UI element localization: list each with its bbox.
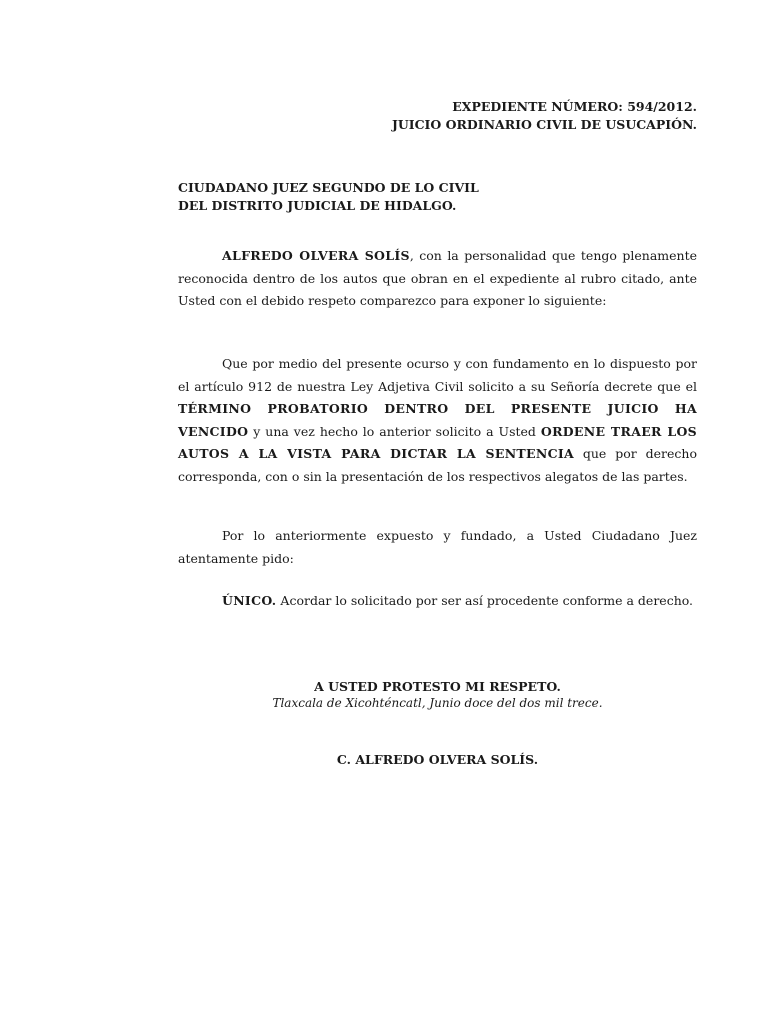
petition-text: Acordar lo solicitado por ser así procedente conforme a derecho. [276, 593, 694, 608]
petition-label: ÚNICO. [222, 593, 277, 608]
addressee-line-2: DEL DISTRITO JUDICIAL DE HIDALGO. [178, 198, 457, 213]
case-number: EXPEDIENTE NÚMERO: 594/2012. [452, 99, 697, 114]
request-text-c: que por derecho corresponda, con o sin la presentación de los respectivos alegatos de las partes. [178, 446, 697, 484]
paragraph-conclusion [178, 525, 697, 570]
paragraph-introduction [178, 245, 697, 313]
signature-name: C. ALFREDO OLVERA SOLÍS. [336, 752, 539, 767]
introduction-text: , con la personalidad que tengo plenamente reconocida dentro de los autos que obran en el expediente al rubro citado, ante Usted con el debido respeto comparezco para exponer lo siguiente: [178, 248, 698, 309]
request-text-a: Que por medio del presente ocurso y con fundamento en lo dispuesto por el artículo 912 de nuestra Ley Adjetiva Civil solicito a su Señoría decrete que el [178, 356, 697, 394]
petitioner-name: ALFREDO OLVERA SOLÍS [222, 248, 410, 263]
closing-protest: A USTED PROTESTO MI RESPETO. [314, 679, 561, 694]
request-bold-a: TÉRMINO PROBATORIO DENTRO DEL PRESENTE JUICIO HA VENCIDO [178, 401, 697, 439]
case-type: JUICIO ORDINARIO CIVIL DE USUCAPIÓN. [391, 117, 697, 132]
paragraph-request [178, 353, 697, 489]
addressee [178, 179, 697, 215]
conclusion-text: Por lo anteriormente expuesto y fundado, a Usted Ciudadano Juez atentamente pido: [178, 528, 697, 566]
place-and-date: Tlaxcala de Xicohténcatl, Junio doce del dos mil trece. [272, 696, 603, 710]
case-header [178, 98, 697, 134]
paragraph-petition [178, 590, 697, 613]
addressee-line-1: CIUDADANO JUEZ SEGUNDO DE LO CIVIL [178, 180, 479, 195]
request-text-b: y una vez hecho lo anterior solicito a Usted [248, 423, 541, 439]
request-bold-b: ORDENE TRAER LOS AUTOS A LA VISTA PARA DICTAR LA SENTENCIA [178, 423, 697, 462]
